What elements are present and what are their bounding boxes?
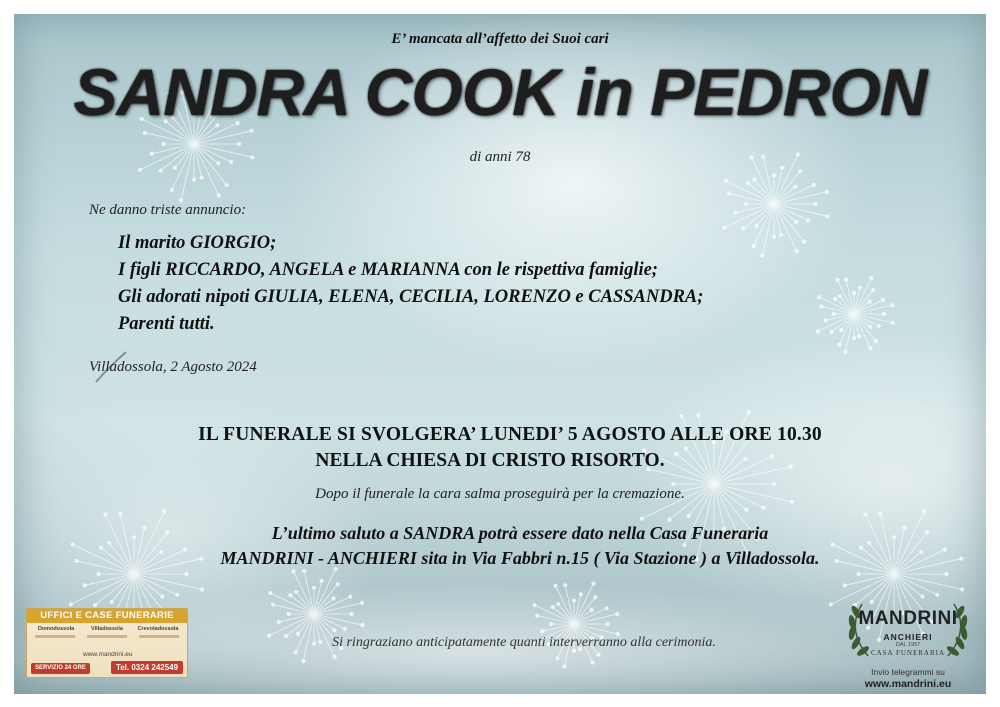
address-placeholder <box>35 635 75 638</box>
logo-subtitle: ANCHIERI <box>883 632 933 642</box>
family-line: I figli RICCARDO, ANGELA e MARIANNA con le rispettiva famiglie; <box>118 260 658 280</box>
farewell-line-2: MANDRINI - ANCHIERI sita in Via Fabbri n.15 ( Via Stazione ) a Villadossola. <box>220 548 820 568</box>
address-placeholder <box>139 635 179 638</box>
location-label: Crevoladossola <box>137 626 179 632</box>
funeral-line-1: IL FUNERALE SI SVOLGERA’ LUNEDI’ 5 AGOSTO ALLE ORE 10.30 <box>198 424 822 445</box>
place-date: Villadossola, 2 Agosto 2024 <box>89 359 257 375</box>
family-line: Gli adorati nipoti GIULIA, ELENA, CECILIA, LORENZO e CASSANDRA; <box>118 287 704 307</box>
family-list <box>118 230 703 338</box>
cremation-note: Dopo il funerale la cara salma proseguirà per la cremazione. <box>315 486 685 502</box>
telegram-note: Invio telegrammi su <box>871 667 945 677</box>
notice-card <box>14 14 986 694</box>
service-24h-badge: SERVIZIO 24 ORE <box>31 663 90 674</box>
mandrini-logo <box>842 592 974 692</box>
age-text: di anni 78 <box>469 149 531 165</box>
funeral-line-2: NELLA CHIESA DI CRISTO RISORTO. <box>315 450 665 471</box>
location-label: Villadossola <box>91 626 123 632</box>
logo-casa-funeraria: CASA FUNERARIA <box>870 649 946 657</box>
announcement-label: Ne danno triste annuncio: <box>89 202 247 218</box>
logo-website-link[interactable]: www.mandrini.eu <box>864 678 952 690</box>
address-placeholder <box>87 635 127 638</box>
location-label: Domodossola <box>37 626 75 632</box>
funeral-offices-box <box>26 608 188 678</box>
logo-since: DAL 1957 <box>895 642 921 648</box>
phone-badge[interactable]: Tel. 0324 242549 <box>111 661 183 674</box>
intro-text: E’ mancata all’affetto dei Suoi cari <box>391 31 609 47</box>
infobox-website[interactable]: www.mandrini.eu <box>83 651 133 658</box>
deceased-name: SANDRA COOK in PEDRON <box>73 55 927 129</box>
family-line: Parenti tutti. <box>118 314 215 334</box>
logo-brand: MANDRINI <box>858 608 958 629</box>
farewell-line-1: L’ultimo saluto a SANDRA potrà essere dato nella Casa Funeraria <box>271 523 769 543</box>
infobox-locations <box>32 626 182 632</box>
infobox-title: UFFICI E CASE FUNERARIE <box>27 609 187 623</box>
family-line: Il marito GIORGIO; <box>118 233 277 253</box>
thanks-note: Si ringraziano anticipatamente quanti interverranno alla cerimonia. <box>332 635 716 650</box>
